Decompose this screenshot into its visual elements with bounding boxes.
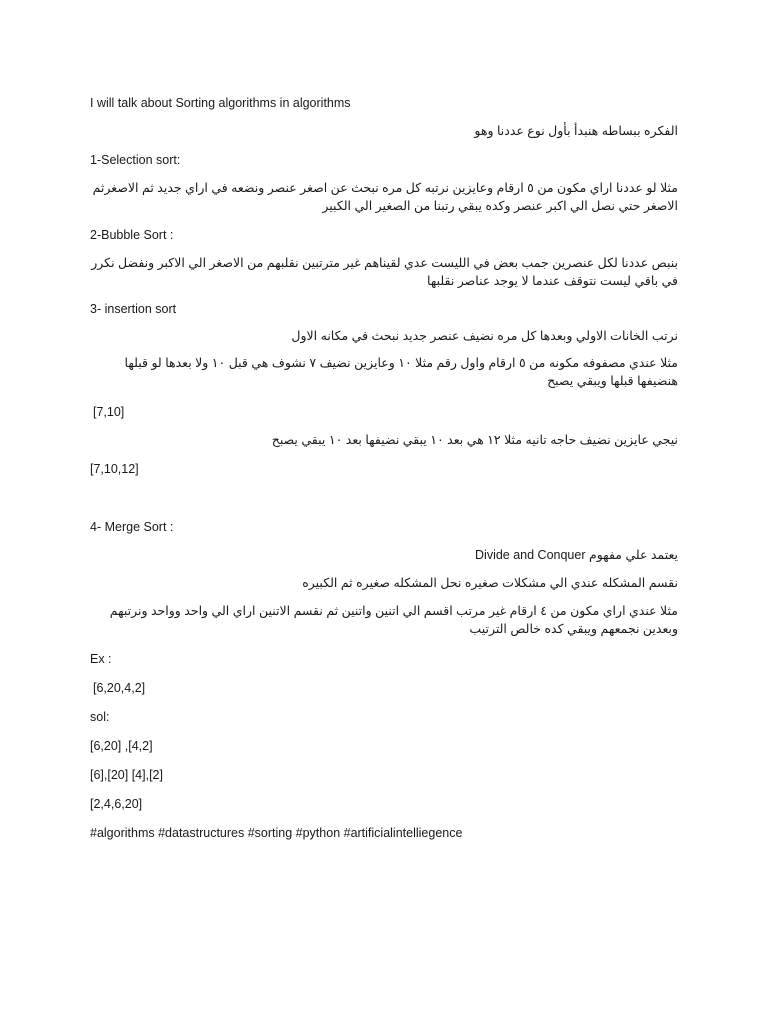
- solution-label: sol:: [90, 710, 110, 724]
- insertion-array-2: [7,10,12]: [90, 462, 139, 476]
- intro-line: I will talk about Sorting algorithms in algorithms: [90, 96, 351, 110]
- example-array: [6,20,4,2]: [93, 681, 146, 695]
- idea-line: الفكره ببساطه هنبدأ بأول نوع عددنا وهو: [474, 124, 678, 138]
- bubble-sort-text: بنبص عددنا لكل عنصرين جمب بعض في الليست عدي لقيناهم غير مترتبين نقلبهم من الاصغر الي الاكبر ونفضل نكرر في باقي ليست نتوقف عندما لا يوجد عناصر نقلبها: [91, 256, 678, 288]
- solution-result: [2,4,6,20]: [90, 797, 143, 811]
- insertion-sort-line2: مثلا عندي مصفوفه مكونه من ٥ ارقام واول رقم مثلا ١٠ وعايزين نضيف ٧ نشوف هي قبل ١٠ ولا بعدها لو قبلها هنضيفها قبلها ويبقي يصبح: [124, 356, 678, 388]
- bubble-sort-heading: 2-Bubble Sort :: [90, 228, 174, 242]
- merge-sort-heading: 4- Merge Sort :: [90, 520, 174, 534]
- insertion-sort-line3: نيجي عايزين نضيف حاجه تانيه مثلا ١٢ هي بعد ١٠ يبقي نضيفها بعد ١٠ يبقي يصبح: [271, 433, 678, 447]
- insertion-sort-line1: نرتب الخانات الاولي وبعدها كل مره نضيف عنصر جديد نبحث في مكانه الاول: [291, 329, 678, 343]
- merge-sort-concept: يعتمد علي مفهوم Divide and Conquer: [475, 548, 678, 562]
- merge-sort-line1: نقسم المشكله عندي الي مشكلات صغيره نحل المشكله صغيره ثم الكبيره: [302, 576, 678, 590]
- solution-step-2: [6],[20] [4],[2]: [90, 768, 163, 782]
- solution-step-1: [6,20] ,[4,2]: [90, 739, 153, 753]
- hashtags-line: #algorithms #datastructures #sorting #python #artificialintelliegence: [90, 826, 463, 840]
- selection-sort-heading: 1-Selection sort:: [90, 153, 181, 167]
- insertion-array-1: [7,10]: [93, 405, 125, 419]
- selection-sort-text: مثلا لو عددنا اراي مكون من ٥ ارقام وعايزين نرتبه كل مره نبحث عن اصغر عنصر ونضعه في اراي جديد ثم الاصغرثم الاصغر حتي نصل الي اكبر عنصر وكده يبقي رتبنا من الصغير الي الكبير: [92, 181, 678, 213]
- merge-sort-line2: مثلا عندي اراي مكون من ٤ ارقام غير مرتب اقسم الي اتنين واتنين ثم نقسم الاتنين اراي الي واحد وواحد ونرتبهم وبعدين نجمعهم ويبقي كده خالص الترتيب: [109, 604, 678, 636]
- insertion-sort-heading: 3- insertion sort: [90, 302, 177, 316]
- example-label: Ex :: [90, 652, 112, 666]
